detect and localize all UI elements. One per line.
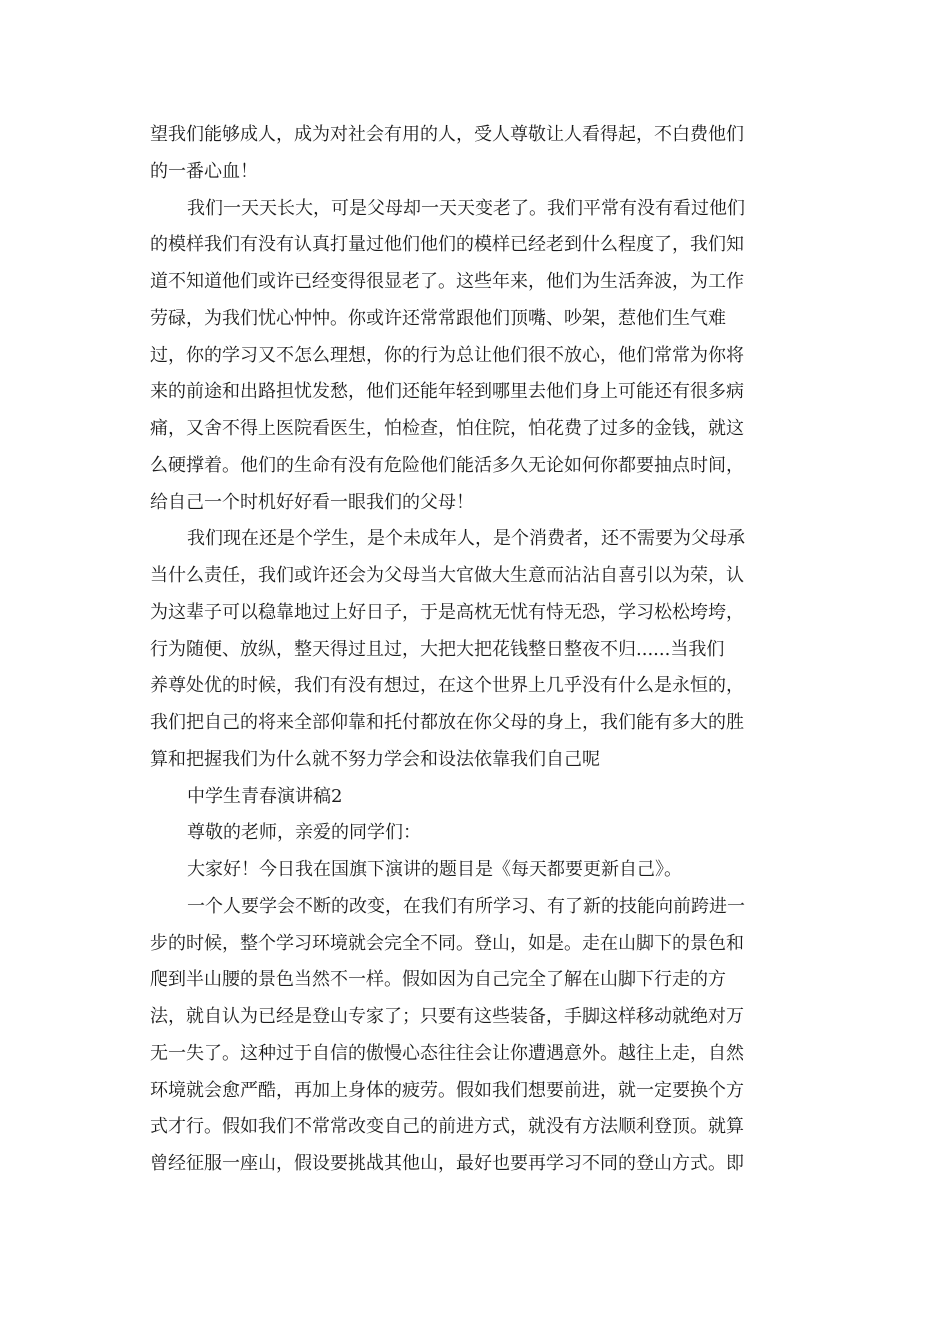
text-line: 一个人要学会不断的改变，在我们有所学习、有了新的技能向前跨进一 [187,895,745,917]
text-line: 环境就会愈严酷，再加上身体的疲劳。假如我们想要前进，就一定要换个方 [150,1079,744,1101]
text-line: 痛，又舍不得上医院看医生，怕检查，怕住院，怕花费了过多的金钱，就这 [150,418,744,439]
text-line: 无一失了。这种过于自信的傲慢心态往往会让你遭遇意外。越往上走，自然 [150,1042,744,1064]
text-line: 当什么责任，我们或许还会为父母当大官做大生意而沾沾自喜引以为荣，认 [150,565,744,586]
text-line: 来的前途和出路担忧发愁，他们还能年轻到哪里去他们身上可能还有很多病 [150,381,744,403]
document-page [150,117,786,1183]
text-line: 步的时候，整个学习环境就会完全不同。登山，如是。走在山脚下的景色和 [150,932,744,954]
text-line: 曾经征服一座山，假设要挑战其他山，最好也要再学习不同的登山方式。即 [150,1153,744,1174]
text-line: 劳碌，为我们忧心忡忡。你或许还常常跟他们顶嘴、吵架，惹他们生气难 [150,307,726,329]
text-line: 么硬撑着。他们的生命有没有危险他们能活多久无论如何你都要抽点时间， [150,454,744,476]
text-line: 算和把握我们为什么就不努力学会和设法依靠我们自己呢 [150,748,600,770]
text-line: 式才行。假如我们不常常改变自己的前进方式，就没有方法顺利登顶。就算 [150,1116,744,1138]
salutation: 尊敬的老师，亲爱的同学们： [187,822,421,844]
text-line: 的一番心血！ [150,160,258,182]
text-line: 爬到半山腰的景色当然不一样。假如因为自己完全了解在山脚下行走的方 [150,969,726,991]
text-line: 我们把自己的将来全部仰靠和托付都放在你父母的身上，我们能有多大的胜 [150,712,744,733]
text-line: 的模样我们有没有认真打量过他们他们的模样已经老到什么程度了，我们知 [150,234,744,256]
text-line: 法，就自认为已经是登山专家了；只要有这些装备，手脚这样移动就绝对万 [150,1006,744,1027]
section-heading: 中学生青春演讲稿2 [187,785,343,807]
greeting: 大家好！今日我在国旗下演讲的题目是《每天都要更新自己》。 [187,859,682,880]
text-line: 行为随便、放纵，整天得过且过，大把大把花钱整日整夜不归......当我们 [150,638,725,660]
text-line: 过，你的学习又不怎么理想，你的行为总让他们很不放心，他们常常为你将 [150,344,744,366]
text-line: 望我们能够成人，成为对社会有用的人，受人尊敬让人看得起，不白费他们 [150,124,744,145]
text-line: 为这辈子可以稳靠地过上好日子，于是高枕无忧有恃无恐，学习松松垮垮， [150,601,744,623]
text-line: 养尊处优的时候，我们有没有想过，在这个世界上几乎没有什么是永恒的， [150,675,744,697]
text-line: 道不知道他们或许已经变得很显老了。这些年来，他们为生活奔波，为工作 [150,271,744,292]
text-line: 给自己一个时机好好看一眼我们的父母！ [150,491,474,513]
text-line: 我们一天天长大，可是父母却一天天变老了。我们平常有没有看过他们 [187,197,745,219]
text-line: 我们现在还是个学生，是个未成年人，是个消费者，还不需要为父母承 [187,528,745,550]
